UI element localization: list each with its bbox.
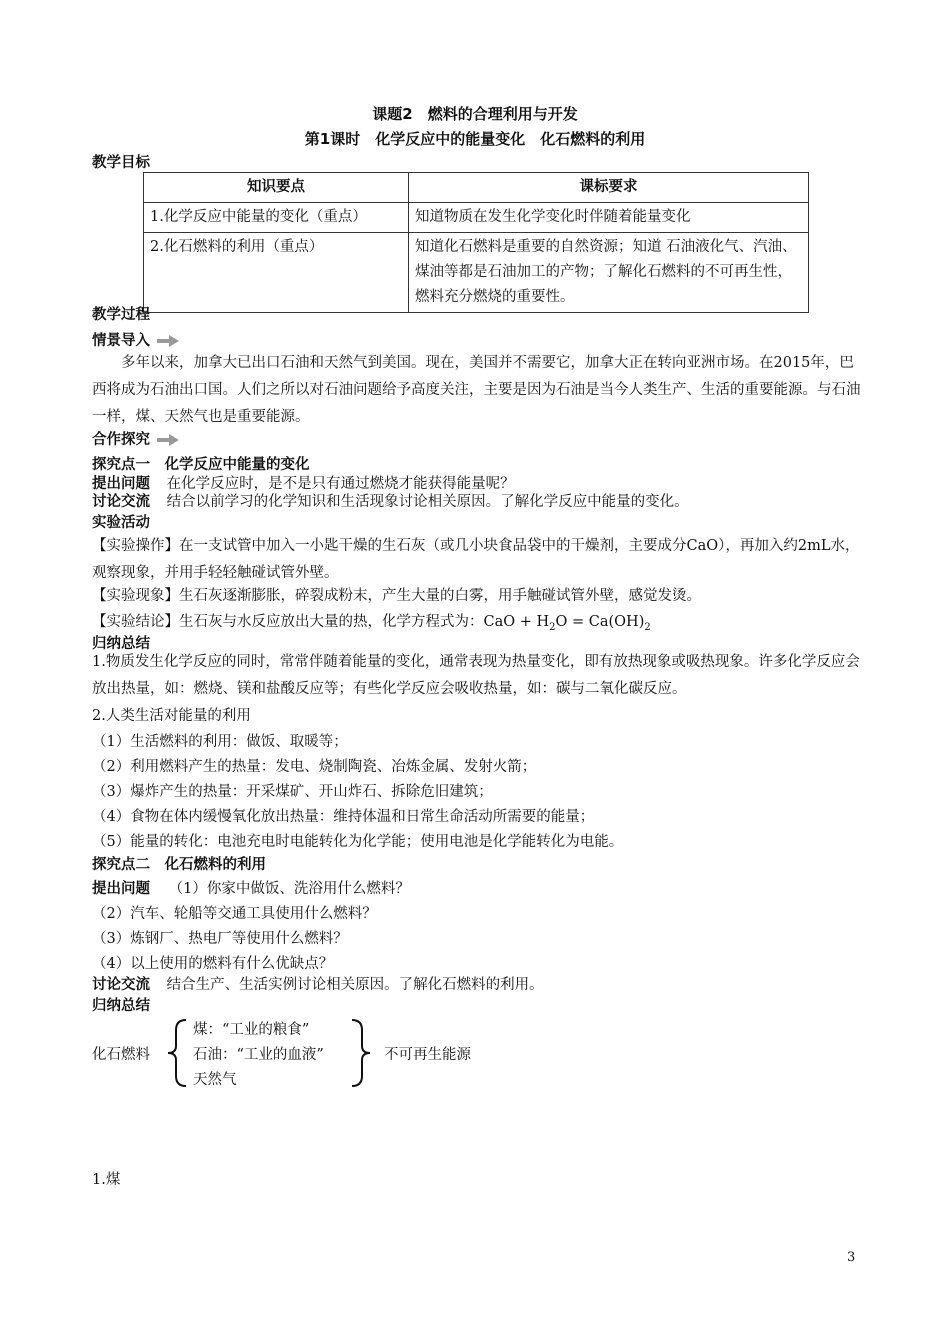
- conclusion-text: 生石灰与水反应放出大量的热，化学方程式为：CaO + H: [179, 614, 550, 630]
- coop-heading: [92, 428, 179, 449]
- list-item: （1）生活燃料的利用：做饭、取暖等；: [92, 734, 348, 750]
- discussion-label: 讨论交流: [92, 977, 150, 993]
- list-item: （3）炼钢厂、热电厂等使用什么燃料？: [92, 931, 348, 947]
- phenomenon-text: 生石灰逐渐膨胀，碎裂成粉末，产生大量的白雾，用手触碰试管外壁，感觉发烫。: [179, 588, 701, 604]
- discussion-text: 结合生产、生活实例讨论相关原因。了解化石燃料的利用。: [166, 977, 544, 993]
- point1-discussion: [92, 490, 689, 511]
- list-item: （4）以上使用的燃料有什么优缺点？: [92, 956, 334, 972]
- list-item: （2）利用燃料产生的热量：发电、烧制陶瓷、冶炼金属、发射火箭；: [92, 759, 537, 775]
- goal-point-2: 2.化石燃料的利用（重点）: [144, 233, 409, 313]
- process-heading: 教学过程: [92, 307, 150, 323]
- list-item: （2）汽车、轮船等交通工具使用什么燃料？: [92, 906, 377, 922]
- goals-col-req: 课标要求: [409, 173, 809, 203]
- lesson-title: 课题2 燃料的合理利用与开发: [372, 105, 578, 123]
- operation-text: 在一支试管中加入一小匙干燥的生石灰（或几小块食品袋中的干燥剂，主要成分CaO），再加入约2mL水，观察现象，并用手轻轻触碰试管外壁。: [92, 538, 860, 581]
- arrow-right-icon: [157, 434, 179, 446]
- list-item: （3）爆炸产生的热量：开采煤矿、开山炸石、拆除危旧建筑；: [92, 784, 493, 800]
- intro-paragraph: 多年以来，加拿大已出口石油和天然气到美国。现在，美国并不需要它，加拿大正在转向亚洲市场。在2015年，巴西将成为石油出口国。人们之所以对石油问题给予高度关注，主要是因为石油是当今人类生产、生活的重要能源。与石油一样，煤、天然气也是重要能源。: [92, 355, 861, 425]
- point2-discussion: [92, 973, 544, 994]
- page-number: 3: [847, 1250, 856, 1265]
- summary-paragraph-2: 2.人类生活对能量的利用: [92, 708, 251, 724]
- intro-heading-label: 情景导入: [92, 333, 150, 349]
- goal-req-1: 知道物质在发生化学变化时伴随着能量变化: [409, 203, 809, 233]
- subscript: 2: [644, 621, 651, 633]
- right-brace-icon: [348, 1018, 374, 1088]
- summary-heading: 归纳总结: [92, 636, 150, 652]
- table-row: [144, 233, 809, 313]
- conclusion-label: 【实验结论】: [92, 614, 179, 630]
- operation-label: 【实验操作】: [92, 538, 179, 554]
- arrow-right-icon: [157, 335, 179, 347]
- experiment-heading: 实验活动: [92, 515, 150, 531]
- subscript: 2: [549, 621, 556, 633]
- point2-heading: 探究点二 化石燃料的利用: [92, 857, 266, 873]
- list-item: （5）能量的转化：电池充电时电能转化为化学能；使用电池是化学能转化为电能。: [92, 834, 624, 850]
- experiment-conclusion: [92, 610, 651, 633]
- gas-entry: 天然气: [193, 1072, 237, 1088]
- goal-point-1: 1.化学反应中能量的变化（重点）: [144, 203, 409, 233]
- goal-req-2: 知道化石燃料是重要的自然资源；知道 石油液化气、汽油、煤油等都是石油加工的产物；了解化石燃料的不可再生性，燃料充分燃烧的重要性。: [409, 233, 809, 313]
- question-label: 提出问题: [92, 881, 150, 897]
- intro-heading: [92, 329, 179, 350]
- point2-question: [92, 877, 410, 898]
- conclusion-formula: O = Ca(OH): [555, 614, 645, 630]
- summary-paragraph-1: 1.物质发生化学反应的同时，常常伴随着能量的变化，通常表现为热量变化，即有放热现象或吸热现象。许多化学反应会放出热量，如：燃烧、镁和盐酸反应等；有些化学反应会吸收热量，如：碳与二氧化碳反应。: [92, 654, 860, 697]
- point1-heading: 探究点一 化学反应中能量的变化: [92, 457, 310, 473]
- lesson-subtitle: 第1课时 化学反应中的能量变化 化石燃料的利用: [304, 130, 646, 148]
- goals-col-point: 知识要点: [144, 173, 409, 203]
- goals-table: [143, 172, 809, 313]
- discussion-label: 讨论交流: [92, 494, 150, 510]
- left-brace-icon: [164, 1018, 190, 1088]
- summary-heading: 归纳总结: [92, 998, 150, 1014]
- question-text: 在化学反应时，是不是只有通过燃烧才能获得能量呢？: [166, 476, 515, 492]
- nonrenewable-label: 不可再生能源: [384, 1047, 471, 1063]
- question-label: 提出问题: [92, 476, 150, 492]
- coop-heading-label: 合作探究: [92, 432, 150, 448]
- question-text: （1）你家中做饭、洗浴用什么燃料？: [168, 881, 410, 897]
- oil-entry: 石油：“工业的血液”: [193, 1047, 324, 1063]
- goals-heading: 教学目标: [92, 155, 150, 171]
- experiment-phenomenon: [92, 584, 701, 605]
- table-row: [144, 203, 809, 233]
- list-item: （4）食物在体内缓慢氧化放出热量：维持体温和日常生命活动所需要的能量；: [92, 809, 595, 825]
- coal-entry: 煤：“工业的粮食”: [193, 1022, 310, 1038]
- phenomenon-label: 【实验现象】: [92, 588, 179, 604]
- discussion-text: 结合以前学习的化学知识和生活现象讨论相关原因。了解化学反应中能量的变化。: [166, 494, 689, 510]
- fossil-fuel-label: 化石燃料: [92, 1047, 150, 1063]
- experiment-operation: [92, 533, 862, 587]
- coal-section-heading: 1.煤: [92, 1172, 121, 1188]
